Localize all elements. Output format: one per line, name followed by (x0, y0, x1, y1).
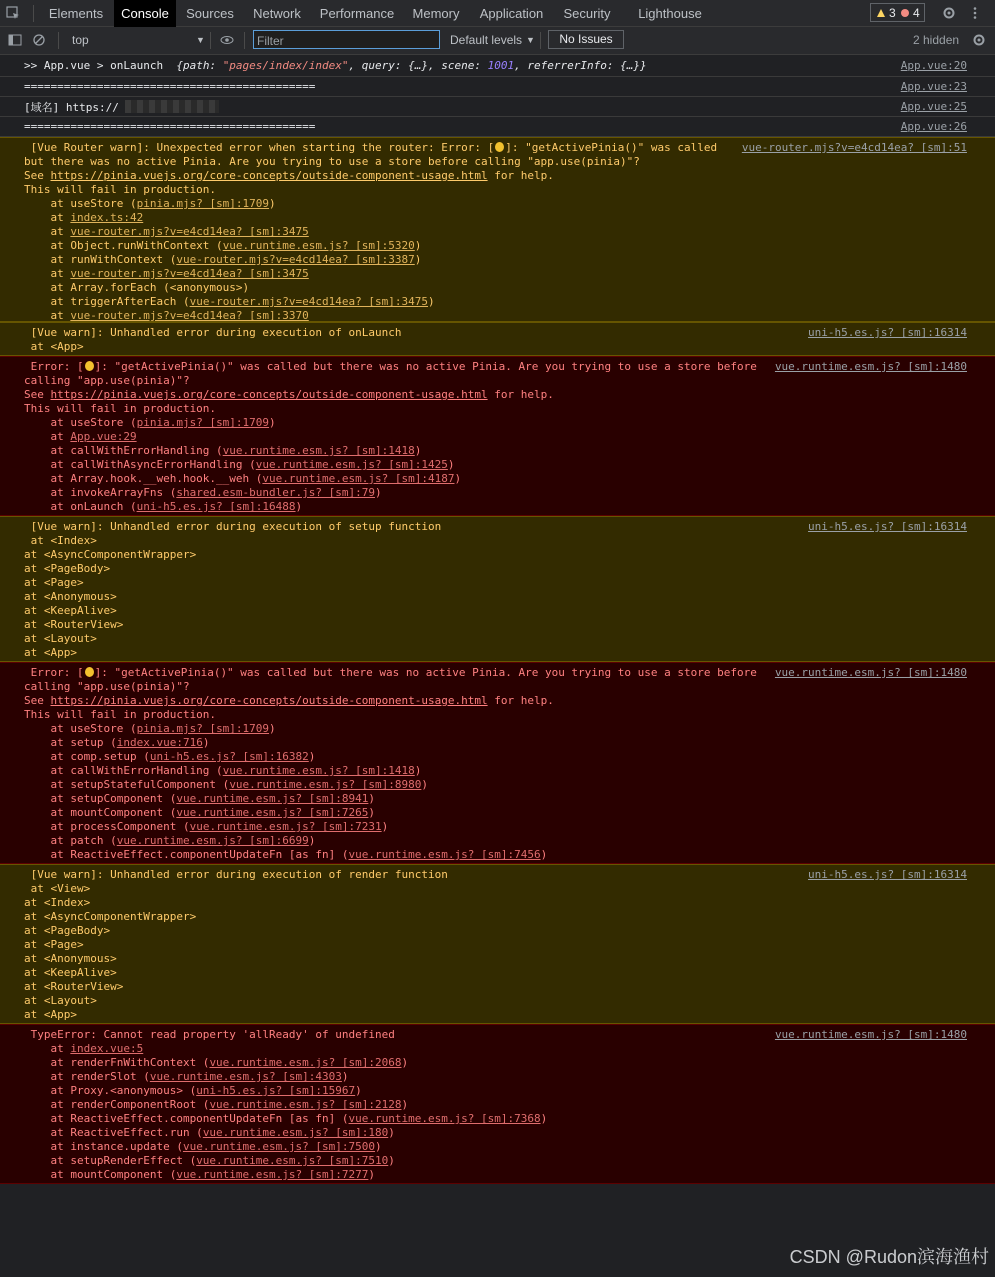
message-head: TypeError: Cannot read property 'allReady' of undefined (24, 1028, 395, 1041)
stack-frame: at Proxy.<anonymous> ( (24, 1084, 197, 1097)
stack-frame: at (24, 309, 71, 322)
stack-frame: at Array.forEach (<anonymous>) (24, 281, 250, 294)
console-output (0, 55, 995, 1184)
log-prefix: >> App.vue > onLaunch (24, 59, 177, 72)
stack-frame-link[interactable]: pinia.mjs? [sm]:1709 (136, 722, 270, 735)
source-link[interactable]: uni-h5.es.js? [sm]:16314 (808, 868, 967, 881)
tab-sources[interactable]: Sources (186, 6, 234, 21)
stack-frame-link[interactable]: vue.runtime.esm.js? [sm]:2068 (209, 1056, 402, 1069)
message-line: but there was no active Pinia. Are you trying to use a store before calling "app.use(pinia)"? (24, 155, 640, 168)
stack-frame-close: ) (295, 500, 303, 513)
stack-frame-link[interactable]: vue-router.mjs?v=e4cd14ea? [sm]:3387 (176, 253, 415, 266)
message-lines (24, 326, 402, 353)
warning-message (0, 137, 995, 322)
stack-frame: at invokeArrayFns ( (24, 486, 177, 499)
stack-frame-link[interactable]: shared.esm-bundler.js? [sm]:79 (176, 486, 376, 499)
stack-frame: at setup ( (24, 736, 117, 749)
pinia-icon (85, 361, 94, 371)
message-lines (24, 868, 448, 1021)
pinia-icon (85, 667, 94, 677)
source-link[interactable]: App.vue:25 (900, 100, 967, 113)
stack-frame-close: ) (308, 750, 316, 763)
error-message (0, 662, 995, 864)
stack-frame-close: ) (388, 1154, 395, 1167)
chevron-down-icon: ▼ (526, 35, 535, 45)
tab-application[interactable]: Application (479, 6, 544, 21)
watermark: CSDN @Rudon滨海渔村 (789, 1247, 989, 1267)
log-text: ============================================ (24, 120, 316, 133)
message-head: ]: "getActivePinia()" was called but there was no active Pinia. Are you trying to use a store before (94, 666, 757, 679)
message-line: at <Layout> (24, 632, 97, 645)
message-line: [Vue warn]: Unhandled error during execution of setup function (24, 520, 442, 533)
inspect-icon[interactable] (6, 6, 20, 20)
stack-frame: at callWithAsyncErrorHandling ( (24, 458, 256, 471)
more-options-icon[interactable] (968, 6, 982, 20)
stack-frame-link[interactable]: uni-h5.es.js? [sm]:16488 (136, 500, 296, 513)
toolbar-separator (244, 32, 245, 49)
warning-message (0, 864, 995, 1024)
stack-frame-close: ) (414, 239, 422, 252)
message-line: This will fail in production. (24, 402, 217, 415)
stack-frame-close: ) (401, 1056, 409, 1069)
stack-frame-link[interactable]: vue.runtime.esm.js? [sm]:1425 (255, 458, 448, 471)
docs-link[interactable]: https://pinia.vuejs.org/core-concepts/outside-component-usage.html (50, 169, 488, 182)
log-text (24, 100, 765, 115)
stack-frame-close: ) (202, 736, 210, 749)
stack-frame-close: ) (341, 1070, 349, 1083)
stack-frame-close: ) (368, 1168, 376, 1181)
error-icon (901, 9, 909, 17)
warning-icon (877, 9, 885, 17)
stack-frame-link[interactable]: vue.runtime.esm.js? [sm]:1418 (222, 764, 415, 777)
stack-frame-close: ) (355, 1084, 362, 1097)
stack-frame-close: ) (414, 444, 422, 457)
stack-frame-link[interactable]: vue.runtime.esm.js? [sm]:2128 (209, 1098, 402, 1111)
stack-frame-link[interactable]: vue.runtime.esm.js? [sm]:5320 (222, 239, 415, 252)
stack-frame-link[interactable]: vue.runtime.esm.js? [sm]:7231 (189, 820, 382, 833)
stack-trace (24, 722, 547, 861)
log-text (24, 59, 765, 73)
error-count: 4 (913, 6, 920, 20)
message-text (24, 666, 765, 862)
stack-frame: at (24, 1042, 71, 1055)
stack-frame-close: ) (269, 722, 276, 735)
message-line: at <Index> (24, 534, 97, 547)
object-key[interactable]: , referrerInfo: {…}} (514, 59, 647, 72)
tab-network[interactable]: Network (253, 6, 301, 21)
stack-frame: at processComponent ( (24, 820, 190, 833)
tab-lighthouse[interactable]: Lighthouse (638, 6, 702, 21)
stack-frame-link[interactable]: vue.runtime.esm.js? [sm]:4187 (262, 472, 455, 485)
message-head: ]: "getActivePinia()" was called but there was no active Pinia. Are you trying to use a store before (94, 360, 757, 373)
message-head: ]: "getActivePinia()" was called (505, 141, 718, 154)
log-levels-dropdown[interactable]: Default levels (450, 33, 523, 47)
stack-frame-link[interactable]: vue.runtime.esm.js? [sm]:7500 (182, 1140, 376, 1153)
stack-frame-close: ) (540, 848, 548, 861)
message-text (24, 520, 765, 660)
stack-frame: at (24, 267, 71, 280)
message-text (24, 141, 765, 323)
error-message (0, 356, 995, 516)
tab-security[interactable]: Security (563, 6, 611, 21)
stack-frame: at useStore ( (24, 197, 137, 210)
stack-frame-link[interactable]: vue.runtime.esm.js? [sm]:7265 (176, 806, 369, 819)
source-link[interactable]: App.vue:23 (900, 80, 967, 93)
message-line: at <AsyncComponentWrapper> (24, 910, 197, 923)
stack-frame-link[interactable]: vue.runtime.esm.js? [sm]:7510 (196, 1154, 389, 1167)
tab-performance[interactable]: Performance (319, 6, 395, 21)
message-line: See (24, 694, 51, 707)
message-line: at <View> (24, 882, 91, 895)
stack-frame: at Object.runWithContext ( (24, 239, 223, 252)
message-line: at <Anonymous> (24, 590, 117, 603)
object-key: , query: {…}, scene: (348, 59, 488, 72)
source-link[interactable]: vue-router.mjs?v=e4cd14ea? [sm]:51 (741, 141, 967, 154)
stack-frame: at ReactiveEffect.componentUpdateFn [as fn] ( (24, 1112, 349, 1125)
message-line: at <Page> (24, 938, 84, 951)
stack-frame: at renderFnWithContext ( (24, 1056, 210, 1069)
message-line: calling "app.use(pinia)"? (24, 374, 190, 387)
stack-frame-close: ) (375, 1140, 382, 1153)
stack-frame-close: ) (421, 778, 428, 791)
log-text: ============================================ (24, 80, 316, 93)
message-line: See (24, 169, 51, 182)
stack-frame-close: ) (368, 792, 376, 805)
stack-frame: at Array.hook.__weh.hook.__weh ( (24, 472, 263, 485)
stack-trace (24, 197, 435, 322)
message-line: at <Page> (24, 576, 84, 589)
message-line: for help. (487, 169, 554, 182)
devtools-tabbar (0, 0, 995, 27)
stack-frame-link[interactable]: index.vue:716 (116, 736, 203, 749)
stack-frame: at callWithErrorHandling ( (24, 444, 223, 457)
stack-frame-link[interactable]: pinia.mjs? [sm]:1709 (136, 197, 270, 210)
stack-frame: at (24, 430, 71, 443)
message-line: [Vue warn]: Unhandled error during execution of render function (24, 868, 448, 881)
context-selector[interactable]: top (72, 33, 89, 47)
message-line: at <PageBody> (24, 562, 111, 575)
message-line: See (24, 388, 51, 401)
stack-frame-close: ) (388, 1126, 395, 1139)
source-link[interactable]: uni-h5.es.js? [sm]:16314 (808, 520, 967, 533)
stack-frame-close: ) (414, 764, 422, 777)
stack-frame: at instance.update ( (24, 1140, 183, 1153)
clear-console-icon[interactable] (32, 33, 46, 47)
message-line: at <PageBody> (24, 924, 111, 937)
source-link[interactable]: App.vue:20 (900, 59, 967, 72)
stack-frame-close: ) (414, 253, 422, 266)
message-lines (24, 520, 441, 659)
stack-frame: at renderSlot ( (24, 1070, 150, 1083)
error-message (0, 1024, 995, 1184)
toolbar-separator (210, 32, 211, 49)
object-number: 1001 (487, 59, 515, 72)
message-line: at <RouterView> (24, 980, 124, 993)
stack-trace (24, 1042, 547, 1181)
stack-frame: at triggerAfterEach ( (24, 295, 190, 308)
stack-frame: at useStore ( (24, 416, 137, 429)
log-message (0, 117, 995, 137)
stack-frame-link[interactable]: vue.runtime.esm.js? [sm]:180 (202, 1126, 389, 1139)
stack-frame: at setupStatefulComponent ( (24, 778, 230, 791)
message-text (24, 1028, 765, 1182)
stack-frame: at patch ( (24, 834, 117, 847)
stack-frame: at mountComponent ( (24, 806, 177, 819)
message-line: at <App> (24, 340, 84, 353)
log-message (0, 55, 995, 77)
object-string: "pages/index/index" (222, 59, 349, 72)
toolbar-separator (58, 32, 59, 49)
warning-count: 3 (889, 6, 896, 20)
warning-error-counter[interactable] (870, 3, 925, 22)
message-line: calling "app.use(pinia)"? (24, 680, 190, 693)
object-key: {path: (176, 59, 223, 72)
chevron-down-icon: ▼ (196, 35, 205, 45)
message-line: at <Index> (24, 896, 91, 909)
stack-frame: at comp.setup ( (24, 750, 150, 763)
stack-frame: at setupComponent ( (24, 792, 177, 805)
stack-frame-link[interactable]: vue.runtime.esm.js? [sm]:8941 (176, 792, 369, 805)
message-line: at <RouterView> (24, 618, 124, 631)
stack-frame-link[interactable]: vue.runtime.esm.js? [sm]:7277 (176, 1168, 369, 1181)
message-line: at <KeepAlive> (24, 604, 117, 617)
message-text (24, 360, 765, 514)
stack-frame-link[interactable]: vue.runtime.esm.js? [sm]:6699 (116, 834, 309, 847)
stack-frame: at ReactiveEffect.run ( (24, 1126, 203, 1139)
message-line: [Vue warn]: Unhandled error during execution of onLaunch (24, 326, 402, 339)
stack-frame-close: ) (308, 834, 316, 847)
live-expression-eye-icon[interactable] (220, 33, 234, 47)
stack-frame-link[interactable]: App.vue:29 (70, 430, 137, 443)
stack-frame-link[interactable]: uni-h5.es.js? [sm]:15967 (196, 1084, 356, 1097)
tab-elements[interactable]: Elements (48, 6, 104, 21)
stack-frame-close: ) (381, 820, 389, 833)
stack-frame-close: ) (269, 197, 276, 210)
stack-frame-link[interactable]: vue-router.mjs?v=e4cd14ea? [sm]:3475 (70, 225, 309, 238)
message-line: at <AsyncComponentWrapper> (24, 548, 197, 561)
message-text (24, 326, 765, 354)
hidden-count[interactable]: 2 hidden (913, 33, 960, 47)
filter-input[interactable] (253, 30, 440, 49)
stack-frame: at renderComponentRoot ( (24, 1098, 210, 1111)
stack-frame-link[interactable]: vue.runtime.esm.js? [sm]:7456 (348, 848, 541, 861)
stack-frame-close: ) (401, 1098, 409, 1111)
domain-text: [域名] https:// (24, 101, 126, 114)
stack-frame: at (24, 225, 71, 238)
issues-button[interactable]: No Issues (548, 30, 624, 49)
stack-frame-close: ) (454, 472, 462, 485)
message-line: for help. (487, 388, 554, 401)
message-line: at <KeepAlive> (24, 966, 117, 979)
source-link[interactable]: vue.runtime.esm.js? [sm]:1480 (774, 666, 967, 679)
stack-frame: at setupRenderEffect ( (24, 1154, 197, 1167)
source-link[interactable]: vue.runtime.esm.js? [sm]:1480 (774, 1028, 967, 1041)
message-line: for help. (487, 694, 554, 707)
docs-link[interactable]: https://pinia.vuejs.org/core-concepts/outside-component-usage.html (50, 388, 488, 401)
pinia-icon (495, 142, 504, 152)
source-link[interactable]: uni-h5.es.js? [sm]:16314 (808, 326, 967, 339)
redacted-area (125, 100, 219, 113)
console-toolbar (0, 27, 995, 55)
sidebar-toggle-icon[interactable] (8, 33, 22, 47)
stack-frame-link[interactable]: vue-router.mjs?v=e4cd14ea? [sm]:3370 (70, 309, 309, 322)
log-message (0, 97, 995, 117)
message-line: at <App> (24, 1008, 77, 1021)
stack-frame: at (24, 211, 71, 224)
message-head: [Vue Router warn]: Unexpected error when starting the router: Error: [ (24, 141, 495, 154)
stack-frame-link[interactable]: uni-h5.es.js? [sm]:16382 (149, 750, 309, 763)
stack-frame-close: ) (540, 1112, 548, 1125)
stack-frame-close: ) (428, 295, 435, 308)
settings-gear-icon[interactable] (942, 6, 956, 20)
stack-frame: at onLaunch ( (24, 500, 137, 513)
message-text (24, 868, 765, 1022)
toolbar-separator (540, 32, 541, 49)
stack-frame-link[interactable]: pinia.mjs? [sm]:1709 (136, 416, 270, 429)
stack-frame: at runWithContext ( (24, 253, 177, 266)
console-settings-gear-icon[interactable] (972, 33, 986, 47)
stack-frame-link[interactable]: index.ts:42 (70, 211, 144, 224)
stack-frame-close: ) (368, 806, 376, 819)
stack-frame-link[interactable]: vue.runtime.esm.js? [sm]:1418 (222, 444, 415, 457)
source-link[interactable]: App.vue:26 (900, 120, 967, 133)
tab-memory[interactable]: Memory (412, 6, 460, 21)
docs-link[interactable]: https://pinia.vuejs.org/core-concepts/outside-component-usage.html (50, 694, 488, 707)
log-message (0, 77, 995, 97)
message-head: Error: [ (24, 360, 84, 373)
source-link[interactable]: vue.runtime.esm.js? [sm]:1480 (774, 360, 967, 373)
warning-message (0, 516, 995, 662)
message-line: at <Layout> (24, 994, 97, 1007)
warning-message (0, 322, 995, 356)
tab-console[interactable]: Console (114, 0, 176, 27)
stack-frame-close: ) (447, 458, 455, 471)
message-line: at <App> (24, 646, 77, 659)
stack-frame-link[interactable]: index.vue:5 (70, 1042, 144, 1055)
stack-frame-link[interactable]: vue.runtime.esm.js? [sm]:7368 (348, 1112, 541, 1125)
stack-frame: at callWithErrorHandling ( (24, 764, 223, 777)
stack-frame: at mountComponent ( (24, 1168, 177, 1181)
stack-frame-close: ) (375, 486, 382, 499)
message-line: This will fail in production. (24, 183, 217, 196)
stack-frame-link[interactable]: vue.runtime.esm.js? [sm]:8980 (229, 778, 422, 791)
stack-frame-close: ) (269, 416, 276, 429)
message-line: at <Anonymous> (24, 952, 117, 965)
stack-trace (24, 416, 461, 513)
message-line: This will fail in production. (24, 708, 217, 721)
stack-frame: at useStore ( (24, 722, 137, 735)
stack-frame: at ReactiveEffect.componentUpdateFn [as fn] ( (24, 848, 349, 861)
stack-frame-link[interactable]: vue-router.mjs?v=e4cd14ea? [sm]:3475 (70, 267, 309, 280)
stack-frame-link[interactable]: vue.runtime.esm.js? [sm]:4303 (149, 1070, 342, 1083)
message-head: Error: [ (24, 666, 84, 679)
stack-frame-link[interactable]: vue-router.mjs?v=e4cd14ea? [sm]:3475 (189, 295, 428, 308)
tab-separator (33, 5, 34, 22)
